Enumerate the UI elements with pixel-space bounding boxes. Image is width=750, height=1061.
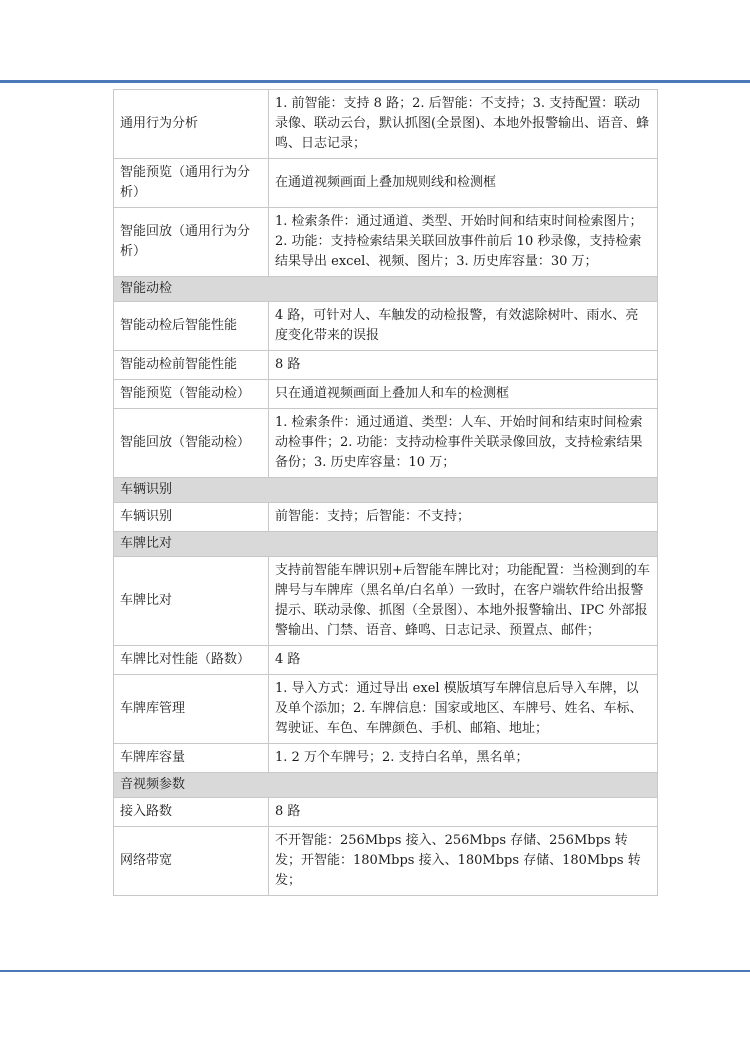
section-header: 音视频参数 [114, 773, 658, 798]
row-label: 车牌比对性能（路数） [114, 646, 269, 675]
row-value: 8 路 [269, 351, 658, 380]
row-value: 8 路 [269, 798, 658, 827]
row-value: 4 路 [269, 646, 658, 675]
row-label: 智能动检前智能性能 [114, 351, 269, 380]
row-value: 1. 检索条件：通过通道、类型、开始时间和结束时间检索图片；2. 功能：支持检索结果关联回放事件前后 10 秒录像，支持检索结果导出 excel、视频、图片；3. 历史库容量：30 万； [269, 208, 658, 277]
table-row [114, 380, 658, 409]
footer-rule [0, 970, 750, 972]
row-value: 1. 导入方式：通过导出 exel 模版填写车牌信息后导入车牌，以及单个添加；2. 车牌信息：国家或地区、车牌号、姓名、车标、驾驶证、车色、车牌颜色、手机、邮箱、地址； [269, 675, 658, 744]
header-rule [0, 80, 750, 83]
row-label: 智能预览（智能动检） [114, 380, 269, 409]
table-row [114, 208, 658, 277]
table-row [114, 302, 658, 351]
row-value: 支持前智能车牌识别+后智能车牌比对；功能配置：当检测到的车牌号与车牌库（黑名单/白名单）一致时，在客户端软件给出报警提示、联动录像、抓图（全景图）、本地外报警输出、IPC 外部报警输出、门禁、语音、蜂鸣、日志记录、预置点、邮件； [269, 557, 658, 646]
row-label: 接入路数 [114, 798, 269, 827]
row-label: 智能回放（通用行为分析） [114, 208, 269, 277]
row-value: 1. 前智能：支持 8 路；2. 后智能：不支持；3. 支持配置：联动录像、联动云台，默认抓图(全景图)、本地外报警输出、语音、蜂鸣、日志记录； [269, 90, 658, 159]
row-value: 只在通道视频画面上叠加人和车的检测框 [269, 380, 658, 409]
table-row [114, 557, 658, 646]
section-header-row [114, 773, 658, 798]
row-label: 智能动检后智能性能 [114, 302, 269, 351]
row-label: 车牌比对 [114, 557, 269, 646]
row-label: 通用行为分析 [114, 90, 269, 159]
row-label: 车牌库管理 [114, 675, 269, 744]
row-value: 1. 2 万个车牌号；2. 支持白名单，黑名单； [269, 744, 658, 773]
row-value: 不开智能：256Mbps 接入、256Mbps 存储、256Mbps 转发；开智能：180Mbps 接入、180Mbps 存储、180Mbps 转发； [269, 827, 658, 896]
row-label: 车牌库容量 [114, 744, 269, 773]
section-header-row [114, 478, 658, 503]
spec-table [113, 89, 658, 896]
table-row [114, 798, 658, 827]
section-header: 智能动检 [114, 277, 658, 302]
row-value: 1. 检索条件：通过通道、类型：人车、开始时间和结束时间检索动检事件；2. 功能：支持动检事件关联录像回放，支持检索结果备份；3. 历史库容量：10 万； [269, 409, 658, 478]
table-row [114, 90, 658, 159]
section-header: 车辆识别 [114, 478, 658, 503]
row-label: 智能回放（智能动检） [114, 409, 269, 478]
table-row [114, 351, 658, 380]
section-header-row [114, 532, 658, 557]
section-header: 车牌比对 [114, 532, 658, 557]
row-label: 智能预览（通用行为分析） [114, 159, 269, 208]
table-row [114, 675, 658, 744]
table-row [114, 503, 658, 532]
row-value: 4 路，可针对人、车触发的动检报警，有效滤除树叶、雨水、亮度变化带来的误报 [269, 302, 658, 351]
table-row [114, 646, 658, 675]
section-header-row [114, 277, 658, 302]
row-value: 前智能：支持；后智能：不支持； [269, 503, 658, 532]
row-value: 在通道视频画面上叠加规则线和检测框 [269, 159, 658, 208]
table-row [114, 827, 658, 896]
row-label: 网络带宽 [114, 827, 269, 896]
table-row [114, 159, 658, 208]
table-row [114, 744, 658, 773]
row-label: 车辆识别 [114, 503, 269, 532]
table-row [114, 409, 658, 478]
